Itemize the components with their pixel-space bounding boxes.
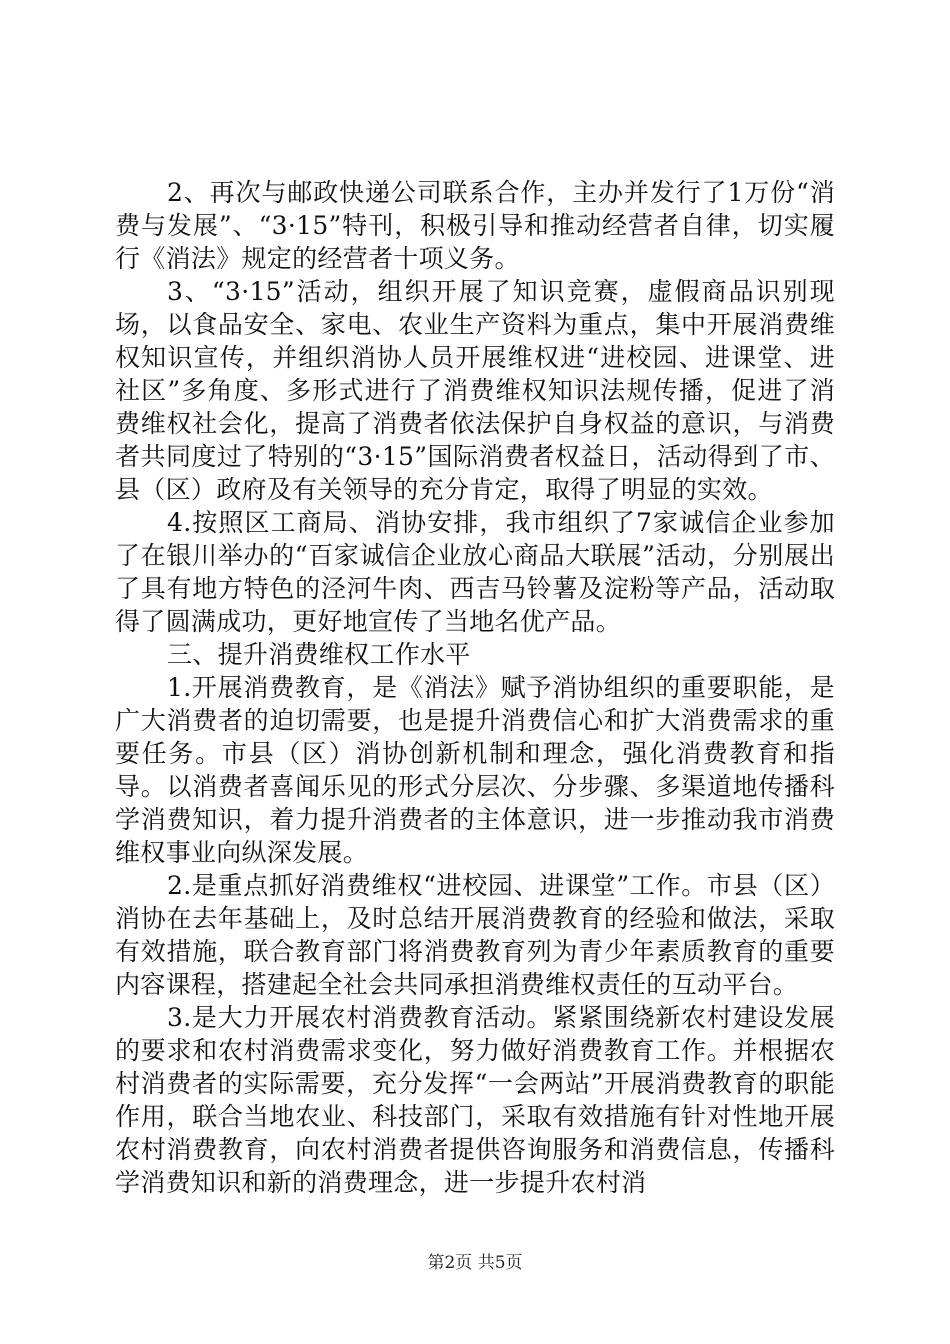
paragraph-1-consumer-education: 1.开展消费教育，是《消法》赋予消协组织的重要职能，是广大消费者的迫切需要，也是提升消费信心和扩大消费需求的重要任务。市县（区）消协创新机制和理念，强化消费教育和指导。以消费者喜闻乐见的形式分层次、分步骤、多渠道地传播科学消费知识，着力提升消费者的主体意识，进一步推动我市消费维权事业向纵深发展。: [115, 673, 835, 867]
section-heading-3: 三、提升消费维权工作水平: [167, 640, 471, 669]
paragraph-2-school-campaign: 2.是重点抓好消费维权“进校园、进课堂”工作。市县（区）消协在去年基础上，及时总结开展消费教育的经验和做法，采取有效措施，联合教育部门将消费教育列为青少年素质教育的重要内容课程，搭建起全社会共同承担消费维权责任的互动平台。: [115, 871, 835, 999]
paragraph-item-3-315-activity: 3、“3·15”活动，组织开展了知识竞赛，虚假商品识别现场，以食品安全、家电、农业生产资料为重点，集中开展消费维权知识宣传，并组织消协人员开展维权进“进校园、进课堂、进社区”多角度、多形式进行了消费维权知识法规传播，促进了消费维权社会化，提高了消费者依法保护自身权益的意识，与消费者共同度过了特别的“3·15”国际消费者权益日，活动得到了市、县（区）政府及有关领导的充分肯定，取得了明显的实效。: [115, 277, 835, 504]
document-body: [115, 176, 835, 1199]
paragraph-item-2-cooperation: 2、再次与邮政快递公司联系合作，主办并发行了1万份“消费与发展”、“3·15”特刊，积极引导和推动经营者自律，切实履行《消法》规定的经营者十项义务。: [115, 178, 835, 273]
paragraph-3-rural-education: 3.是大力开展农村消费教育活动。紧紧围绕新农村建设发展的要求和农村消费需求变化，努力做好消费教育工作。并根据农村消费者的实际需要，充分发挥“一会两站”开展消费教育的职能作用，联合当地农业、科技部门，采取有效措施有针对性地开展农村消费教育，向农村消费者提供咨询服务和消费信息，传播科学消费知识和新的消费理念，进一步提升农村消: [115, 1003, 835, 1197]
paragraph-item-4-exhibition: 4.按照区工商局、消协安排，我市组织了7家诚信企业参加了在银川举办的“百家诚信企业放心商品大联展”活动，分别展出了具有地方特色的泾河牛肉、西吉马铃薯及淀粉等产品，活动取得了圆满成功，更好地宣传了当地名优产品。: [115, 508, 835, 636]
page-footer: 第2页 共5页: [427, 1253, 523, 1273]
